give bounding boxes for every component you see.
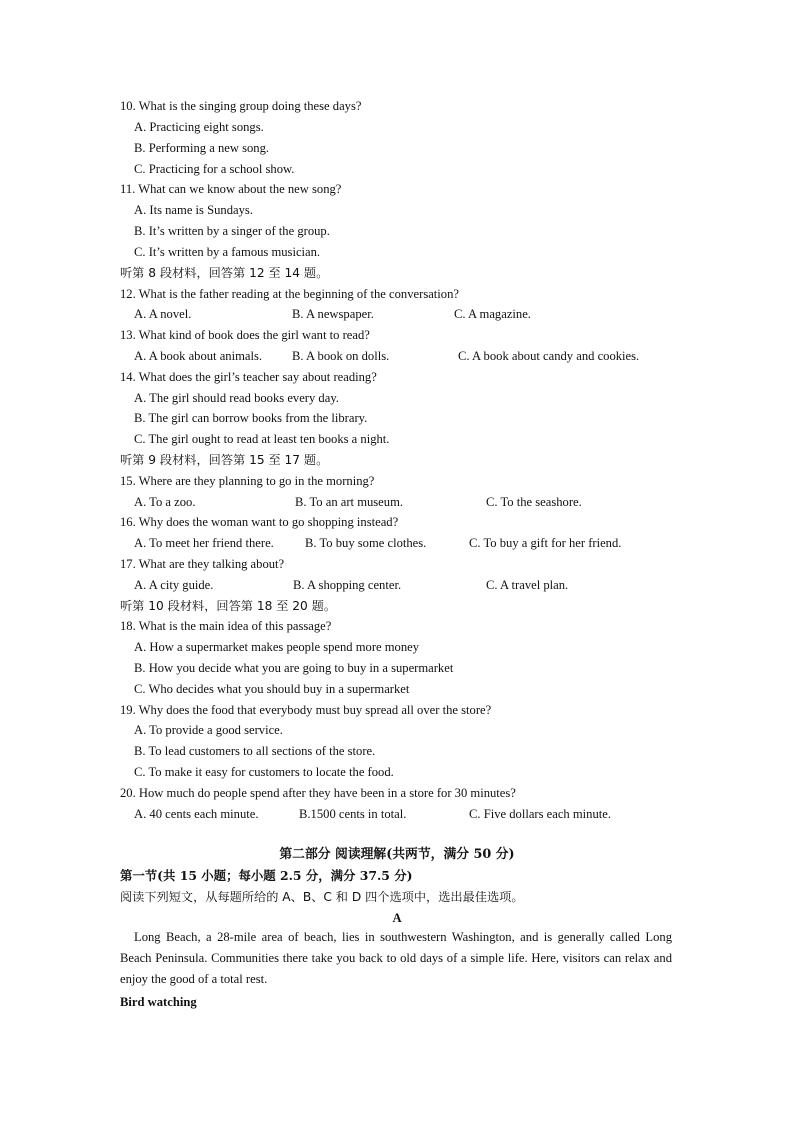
section-9-heading: 听第 9 段材料，回答第 15 至 17 题。 [120,453,329,467]
option-15a: A. To a zoo. [134,495,196,509]
option-12b: B. A newspaper. [292,307,374,321]
option-14c: C. The girl ought to read at least ten books a night. [134,432,390,446]
option-12a: A. A novel. [134,307,192,321]
option-16a: A. To meet her friend there. [134,536,274,550]
question-17: 17. What are they talking about? [120,557,285,571]
passage-paragraph: Long Beach, a 28-mile area of beach, lies in southwestern Washington, and is generally called Long Beach Peninsula. Communities there take you back to old days of a simple life. Here, visitors can relax and enjoy the good of a total rest. [120,930,672,986]
question-11: 11. What can we know about the new song? [120,182,342,196]
subheading-bird-watching: Bird watching [120,995,197,1009]
question-16: 16. Why does the woman want to go shopping instead? [120,515,399,529]
part-2-title: 第二部分 阅读理解(共两节，满分 50 分) [279,847,515,862]
option-13b: B. A book on dolls. [292,349,390,363]
option-20b: B.1500 cents in total. [299,807,407,821]
passage-letter: A [392,911,402,925]
option-17a: A. A city guide. [134,578,214,592]
reading-instruction: 阅读下列短文，从每题所给的 A、B、C 和 D 四个选项中，选出最佳选项。 [120,890,524,904]
option-15c: C. To the seashore. [486,495,582,509]
option-14a: A. The girl should read books every day. [134,391,339,405]
option-17b: B. A shopping center. [293,578,402,592]
option-20c: C. Five dollars each minute. [469,807,611,821]
option-19c: C. To make it easy for customers to locate the food. [134,765,394,779]
question-19: 19. Why does the food that everybody must buy spread all over the store? [120,703,492,717]
option-11c: C. It’s written by a famous musician. [134,245,321,259]
option-17c: C. A travel plan. [486,578,569,592]
option-10c: C. Practicing for a school show. [134,162,295,176]
question-15: 15. Where are they planning to go in the morning? [120,474,375,488]
question-10: 10. What is the singing group doing these days? [120,99,362,113]
question-20: 20. How much do people spend after they have been in a store for 30 minutes? [120,786,516,800]
question-14: 14. What does the girl’s teacher say about reading? [120,370,377,384]
section-8-heading: 听第 8 段材料，回答第 12 至 14 题。 [120,266,329,280]
option-13a: A. A book about animals. [134,349,263,363]
option-11b: B. It’s written by a singer of the group. [134,224,330,238]
option-20a: A. 40 cents each minute. [134,807,259,821]
option-10a: A. Practicing eight songs. [134,120,264,134]
section-10-heading: 听第 10 段材料，回答第 18 至 20 题。 [120,599,337,613]
option-13c: C. A book about candy and cookies. [458,349,640,363]
option-12c: C. A magazine. [454,307,531,321]
option-18c: C. Who decides what you should buy in a supermarket [134,682,410,696]
option-19b: B. To lead customers to all sections of the store. [134,744,376,758]
option-16b: B. To buy some clothes. [305,536,427,550]
option-11a: A. Its name is Sundays. [134,203,253,217]
option-10b: B. Performing a new song. [134,141,270,155]
question-12: 12. What is the father reading at the beginning of the conversation? [120,287,459,301]
option-18b: B. How you decide what you are going to buy in a supermarket [134,661,454,675]
question-18: 18. What is the main idea of this passage? [120,619,332,633]
option-16c: C. To buy a gift for her friend. [469,536,622,550]
section-1-title: 第一节(共 15 小题；每小题 2.5 分，满分 37.5 分) [120,868,413,883]
option-14b: B. The girl can borrow books from the library. [134,411,368,425]
option-15b: B. To an art museum. [295,495,404,509]
option-19a: A. To provide a good service. [134,723,283,737]
question-13: 13. What kind of book does the girl want to read? [120,328,370,342]
option-18a: A. How a supermarket makes people spend more money [134,640,420,654]
